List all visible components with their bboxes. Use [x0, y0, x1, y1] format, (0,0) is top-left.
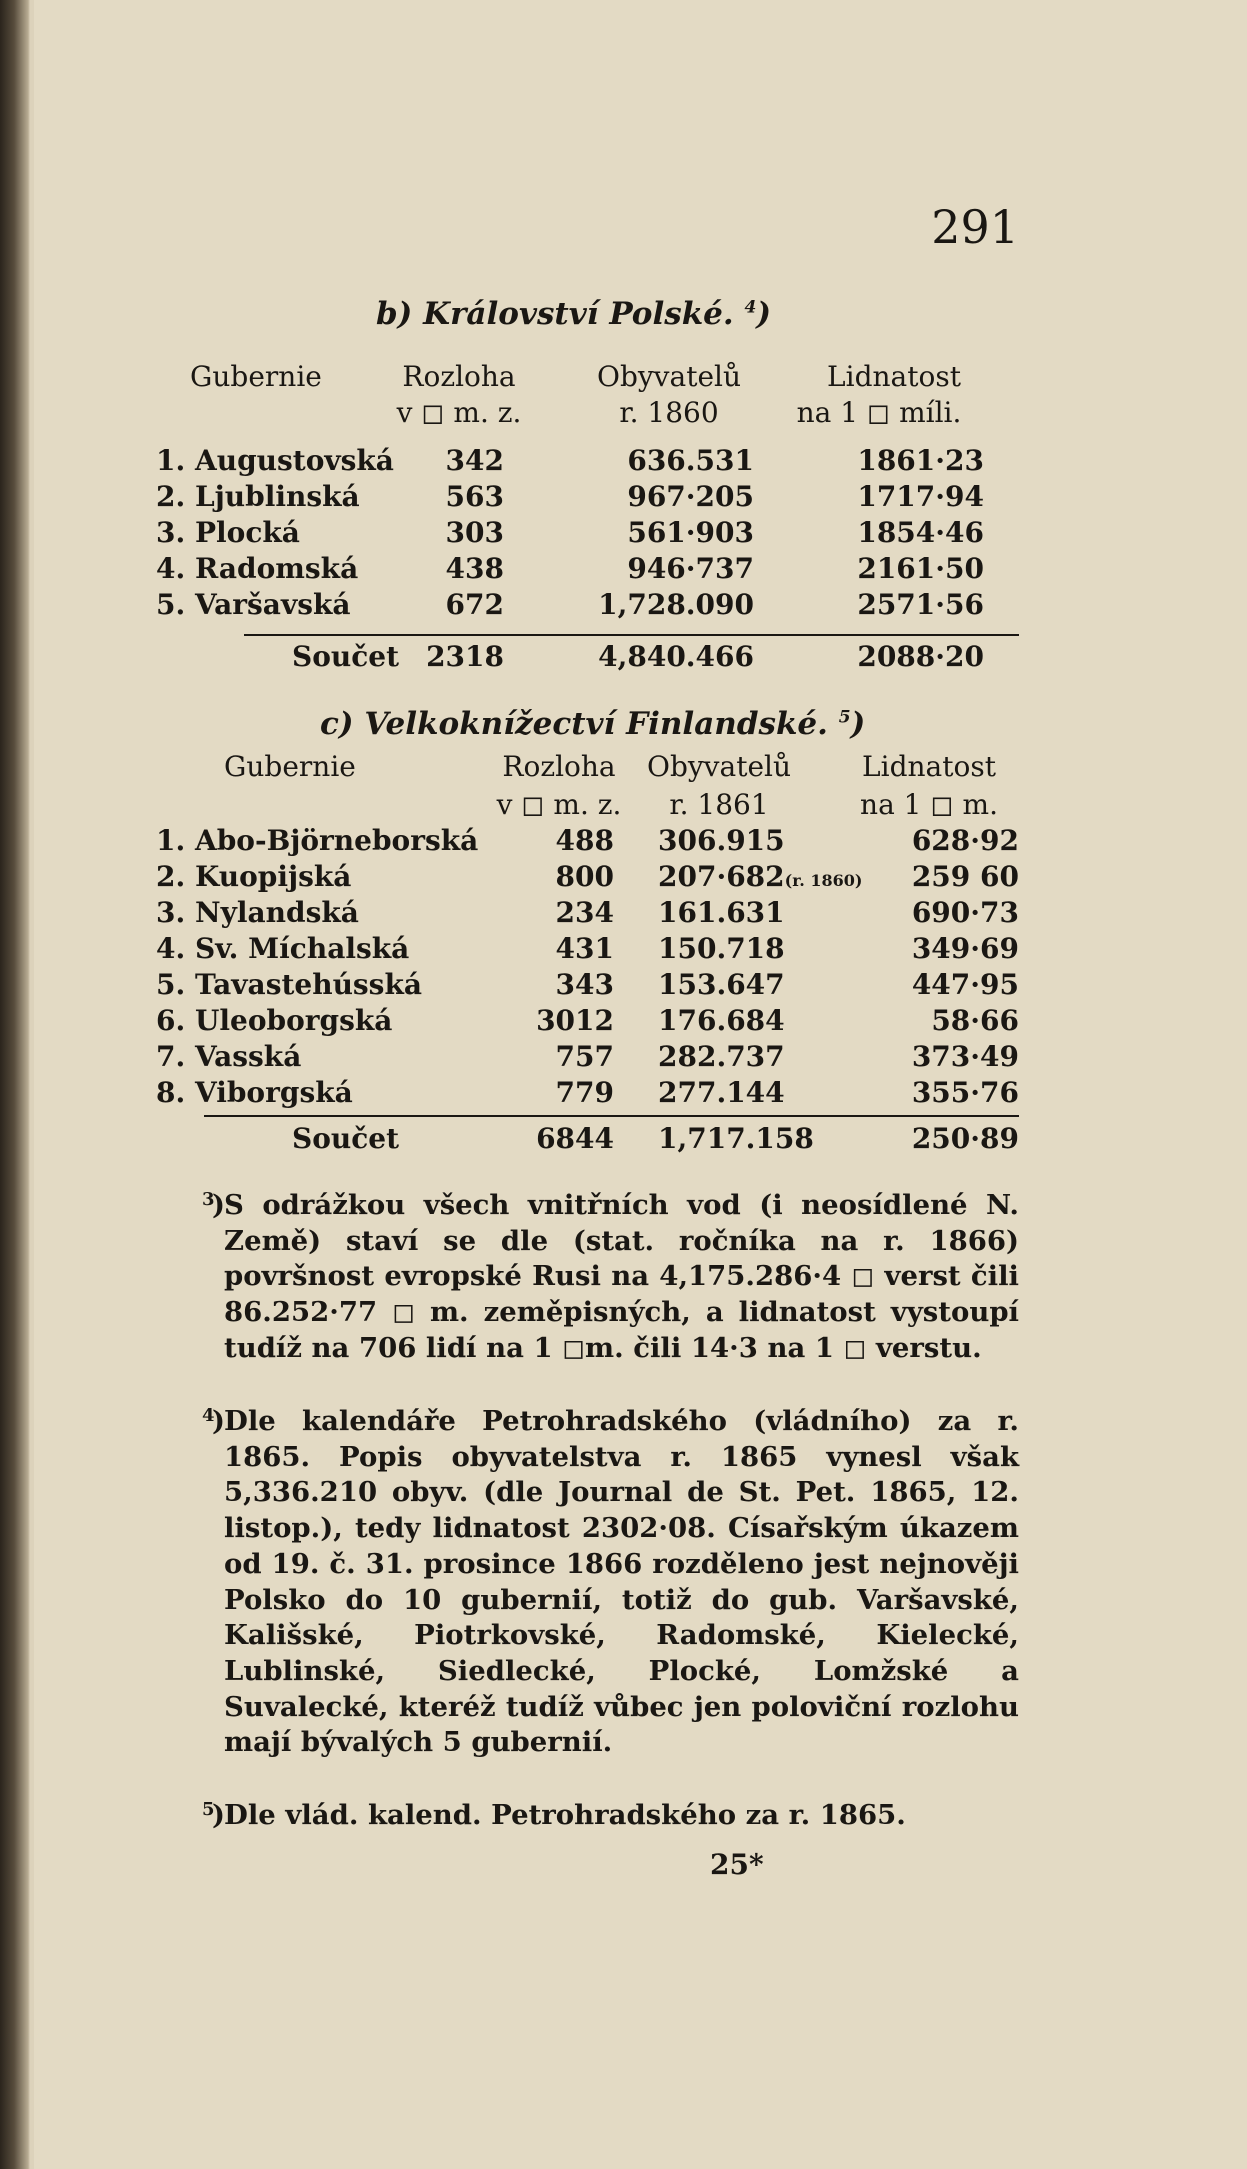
row-density: 2571·56 [857, 588, 984, 621]
row-name: Varšavská [194, 588, 351, 621]
row-area: 234 [555, 896, 614, 929]
section-b-header-population-year: r. 1860 [619, 396, 719, 429]
footnote-5-paren: ) [212, 1799, 226, 1831]
section-c-footnote-ref: 5 [838, 707, 851, 728]
row-area: 431 [555, 932, 614, 965]
section-b-total-rule [244, 634, 1019, 636]
table-row [156, 932, 409, 965]
section-b-header-density: Lidnatost [827, 360, 961, 393]
row-population: 176.684 [658, 1004, 785, 1037]
section-c-title-text: c) Velkoknížectví Finlandské. [320, 706, 828, 742]
row-density: 373·49 [911, 1040, 1019, 1073]
row-population-value: 207·682 [658, 860, 785, 893]
row-density: 2161·50 [857, 552, 984, 585]
footnote-4-mark: 4 [202, 1405, 215, 1426]
section-c-total-rule [204, 1115, 1019, 1117]
section-b-total-label: Součet [292, 640, 400, 673]
row-population: 282.737 [658, 1040, 785, 1073]
table-row [156, 588, 351, 621]
row-number: 8. [156, 1076, 186, 1109]
row-population: 1,728.090 [598, 588, 754, 621]
table-row [156, 1040, 301, 1073]
section-c-total-label: Součet [292, 1122, 400, 1155]
footnote-3-paren: ) [212, 1189, 226, 1221]
table-row [156, 1076, 353, 1109]
printer-signature: 25* [710, 1848, 764, 1881]
row-density: 628·92 [911, 824, 1019, 857]
row-area: 800 [555, 860, 614, 893]
section-c-header-density: Lidnatost [862, 750, 996, 783]
section-b-total-population: 4,840.466 [598, 640, 754, 673]
footnote-3-mark: 3 [202, 1189, 215, 1210]
row-density: 259 60 [911, 860, 1019, 893]
row-population: 967·205 [627, 480, 754, 513]
table-row [156, 968, 422, 1001]
row-name: Tavastehússká [194, 968, 422, 1001]
section-b-title [376, 296, 771, 332]
footnote-3 [202, 1188, 1019, 1367]
section-c-header-population: Obyvatelů [646, 750, 792, 783]
footnote-4 [202, 1404, 1019, 1761]
row-area: 757 [555, 1040, 614, 1073]
table-row [156, 896, 359, 929]
row-density: 1861·23 [857, 444, 984, 477]
section-c-header-population-year: r. 1861 [669, 788, 769, 821]
section-c-header-area-unit: v ◻ m. z. [496, 788, 622, 821]
row-density: 58·66 [931, 1004, 1019, 1037]
row-area: 488 [555, 824, 614, 857]
row-population [658, 860, 862, 893]
row-population: 161.631 [658, 896, 785, 929]
row-number: 3. [156, 896, 186, 929]
section-b-total-density: 2088·20 [857, 640, 984, 673]
row-population: 561·903 [627, 516, 754, 549]
row-density: 1717·94 [857, 480, 984, 513]
row-name: Vasská [194, 1040, 302, 1073]
section-b-header-population: Obyvatelů [596, 360, 742, 393]
row-area: 779 [555, 1076, 614, 1109]
section-c-total-population: 1,717.158 [658, 1122, 814, 1155]
row-name: Nylandská [194, 896, 359, 929]
row-area: 343 [555, 968, 614, 1001]
row-density: 355·76 [911, 1076, 1019, 1109]
section-c-total-area: 6844 [536, 1122, 614, 1155]
row-population: 277.144 [658, 1076, 785, 1109]
section-b-header-gubernie: Gubernie [190, 360, 322, 393]
footnote-5-mark: 5 [202, 1799, 215, 1820]
footnote-4-paren: ) [212, 1405, 226, 1437]
row-name: Abo-Björneborská [194, 824, 479, 857]
row-name: Plocká [194, 516, 300, 549]
section-c-header-area: Rozloha [502, 750, 616, 783]
row-name: Ljublinská [194, 480, 360, 513]
row-number: 2. [156, 480, 186, 513]
table-row [156, 1004, 392, 1037]
section-b-total-area: 2318 [426, 640, 504, 673]
row-number: 1. [156, 824, 186, 857]
section-c-header-gubernie: Gubernie [224, 750, 356, 783]
page-number: 291 [931, 200, 1019, 254]
row-population: 636.531 [627, 444, 754, 477]
footnote-4-text: Dle kalendáře Petrohradského (vládního) za r. 1865. Popis obyvatelstva r. 1865 vynesl však 5,336.210 obyv. (dle Journal de St. Pet. 1865, 12. listop.), tedy lidnatost 2302·08. Císařským úkazem od 19. č. 31. prosince 1866 rozděleno jest nejnověji Polsko do 10 gubernií, totiž do gub. Varšavské, Kališské, Piotrkovské, Radomské, Kielecké, Lublinské, Siedlecké, Plocké, Lomžské a Suvalecké, kteréž tudíž vůbec jen poloviční rozlohu mají bývalých 5 gubernií. [224, 1405, 1019, 1759]
row-name: Viborgská [194, 1076, 353, 1109]
row-density: 447·95 [911, 968, 1019, 1001]
row-number: 4. [156, 552, 186, 585]
row-population: 150.718 [658, 932, 785, 965]
row-area: 3012 [536, 1004, 614, 1037]
table-row [156, 480, 360, 513]
row-population-year-note: (r. 1860) [784, 871, 863, 890]
row-population: 306.915 [658, 824, 785, 857]
section-b-title-text: b) Království Polské. [376, 296, 734, 332]
row-area: 342 [445, 444, 504, 477]
row-density: 1854·46 [857, 516, 984, 549]
footnote-5-text: Dle vlád. kalend. Petrohradského za r. 1865. [224, 1799, 906, 1831]
row-number: 5. [156, 968, 186, 1001]
section-b-header-density-unit: na 1 ◻ míli. [796, 396, 962, 429]
section-b-header-area: Rozloha [402, 360, 516, 393]
row-area: 303 [445, 516, 504, 549]
row-area: 672 [445, 588, 504, 621]
row-number: 2. [156, 860, 186, 893]
row-population: 946·737 [627, 552, 754, 585]
section-c-title [320, 706, 865, 742]
footnote-3-text: S odrážkou všech vnitřních vod (i neosídlené N. Země) staví se dle (stat. ročníka na r. 1866) površnost evropské Rusi na 4,175.286·4 ◻ verst čili 86.252·77 ◻ m. zeměpisných, a lidnatost vystoupí tudíž na 706 lidí na 1 ◻m. čili 14·3 na 1 ◻ verstu. [224, 1189, 1019, 1364]
section-c-total-density: 250·89 [911, 1122, 1019, 1155]
row-number: 5. [156, 588, 186, 621]
row-density: 349·69 [911, 932, 1019, 965]
row-number: 7. [156, 1040, 186, 1073]
table-row [156, 860, 351, 893]
footnote-5 [202, 1798, 1019, 1834]
table-row [156, 516, 300, 549]
section-b-footnote-ref: 4 [744, 297, 757, 318]
row-name: Sv. Míchalská [194, 932, 410, 965]
book-page [34, 0, 1247, 2169]
row-name: Uleoborgská [194, 1004, 393, 1037]
table-row [156, 552, 358, 585]
row-area: 438 [445, 552, 504, 585]
row-number: 3. [156, 516, 186, 549]
row-population: 153.647 [658, 968, 785, 1001]
row-number: 1. [156, 444, 186, 477]
row-area: 563 [445, 480, 504, 513]
table-row [156, 824, 478, 857]
book-binding-shadow [0, 0, 30, 2169]
row-name: Kuopijská [194, 860, 352, 893]
row-number: 6. [156, 1004, 186, 1037]
section-c-header-density-unit: na 1 ◻ m. [860, 788, 998, 821]
section-b-header-area-unit: v ◻ m. z. [396, 396, 522, 429]
section-c-title-closing: ) [850, 706, 866, 742]
table-row [156, 444, 394, 477]
row-number: 4. [156, 932, 186, 965]
row-density: 690·73 [911, 896, 1019, 929]
row-name: Radomská [194, 552, 359, 585]
section-b-title-closing: ) [756, 296, 772, 332]
row-name: Augustovská [194, 444, 394, 477]
